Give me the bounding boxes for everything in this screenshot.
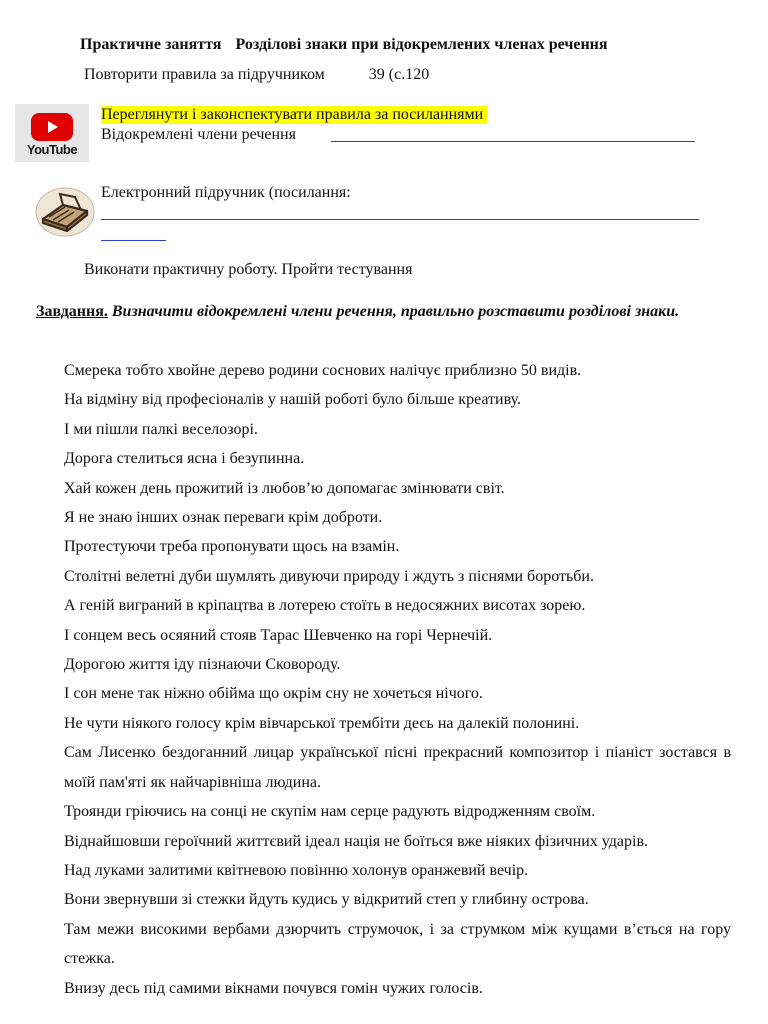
- sentence-item: І сон мене так ніжно обійма що окрім сну не хочеться нічого.: [64, 685, 483, 703]
- sentence-item: Дорогою життя іду пізнаючи Сковороду.: [64, 656, 341, 674]
- book-icon[interactable]: [34, 182, 96, 238]
- title-left: Практичне заняття: [80, 36, 222, 53]
- sentence-item: Троянди гріючись на сонці не скупім нам серце радують відродженням своїм.: [64, 803, 596, 821]
- sentence-list: [64, 356, 731, 1003]
- review-line: [84, 66, 429, 84]
- sentence-item: Хай кожен день прожитий із любов’ю допомагає змінювати світ.: [64, 479, 505, 497]
- sentence-item: Столітні велетні дуби шумлять дивуючи природу і ждуть з піснями боротьби.: [64, 567, 594, 585]
- sentence-item: Смерека тобто хвойне дерево родини соснових налічує приблизно 50 видів.: [64, 362, 582, 379]
- sentence-item: Вони звернувши зі стежки йдуть кудись у відкритий степ у глибину острова.: [64, 891, 589, 909]
- sentence-item: Віднайшовши героїчний життєвий ідеал нація не боїться вже ніяких фізичних ударів.: [64, 832, 649, 850]
- youtube-logo-text: YouTube: [26, 142, 78, 157]
- task-label: Завдання.: [36, 303, 108, 320]
- play-icon: [31, 113, 73, 141]
- sentence-item: Не чути ніякого голосу крім вівчарської трембіти десь на далекій полонині.: [64, 714, 580, 732]
- ebook-text: Електронний підручник (посилання:: [101, 184, 351, 201]
- sentence-item: Я не знаю інших ознак переваги крім доброти.: [64, 509, 383, 527]
- sentence-item: А геній виграний в кріпацтва в лотерею стоїть в недосяжних висотах зорею.: [64, 597, 586, 615]
- sentence-item: Над луками залитими квітневою повінню холонув оранжевий вечір.: [64, 861, 529, 879]
- ebook-link-continuation[interactable]: [101, 240, 166, 241]
- sentence-item: І сонцем весь осяяний стояв Тарас Шевченко на горі Чернечій.: [64, 626, 493, 644]
- video-link-label: Відокремлені члени речення: [101, 126, 296, 143]
- youtube-icon[interactable]: [15, 104, 89, 162]
- page-title: [80, 36, 608, 54]
- sentence-item: І ми пішли палкі веселозорі.: [64, 420, 258, 438]
- sentence-item: Внизу десь під самими вікнами почувся гомін чужих голосів.: [64, 979, 483, 997]
- task-heading: [36, 302, 731, 321]
- review-ref: 39 (с.120: [368, 66, 430, 83]
- sentence-item: Дорога стелиться ясна і безупинна.: [64, 450, 305, 468]
- task-text: Визначити відокремлені члени речення, правильно розставити розділові знаки.: [111, 303, 680, 320]
- sentence-item: Протестуючи треба пропонувати щось на взамін.: [64, 538, 400, 556]
- sentence-item: Там межи високими вербами дзюрчить струмочок, і за струмком між кущами в’ється на гору стежка.: [64, 920, 731, 968]
- sentence-item: Сам Лисенко бездоганний лицар української пісні прекрасний композитор і піаніст зостався в моїй пам'яті як найчарівніша людина.: [64, 744, 731, 791]
- highlighted-instruction: Переглянути і законспектувати правила за посиланнями: [101, 106, 487, 124]
- ebook-link[interactable]: [101, 219, 699, 220]
- review-text: Повторити правила за підручником: [84, 66, 325, 83]
- practice-instruction: Виконати практичну роботу. Пройти тестування: [84, 261, 413, 278]
- title-right: Розділові знаки при відокремлених членах речення: [235, 36, 608, 53]
- video-link[interactable]: [331, 141, 695, 142]
- sentence-item: На відміну від професіоналів у нашій роботі було більше креативу.: [64, 391, 522, 409]
